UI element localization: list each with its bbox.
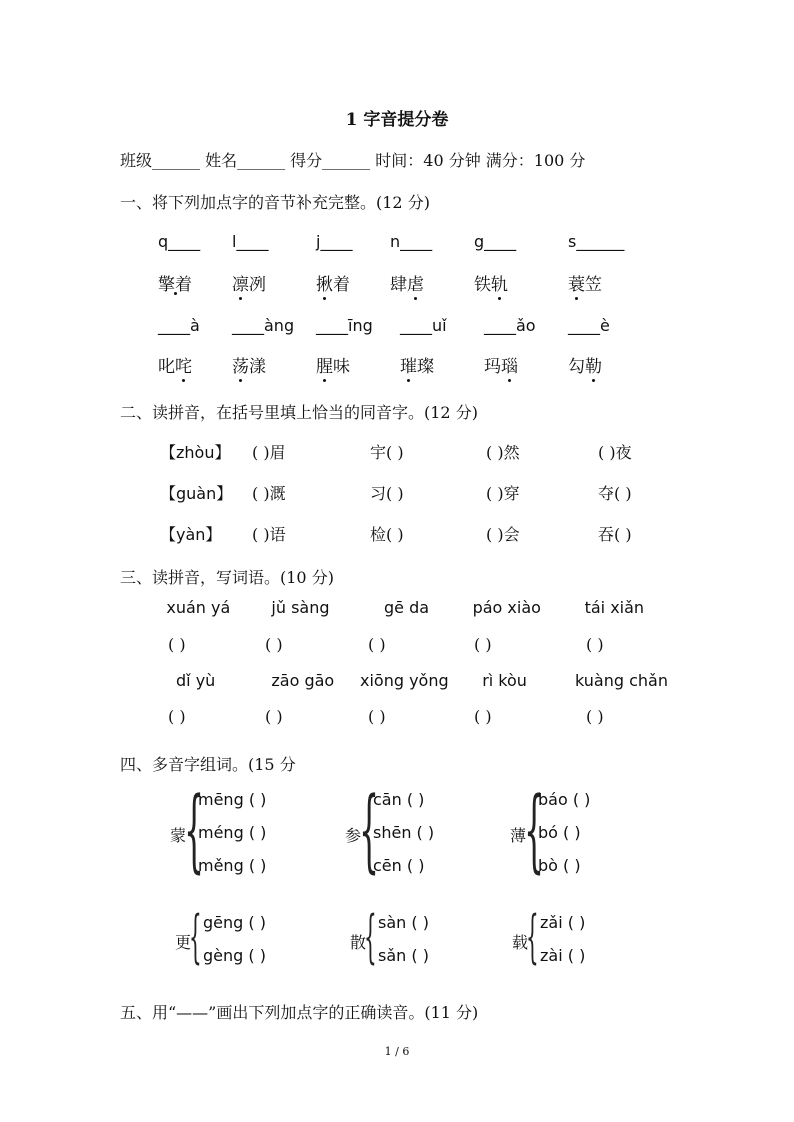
answer-parentheses: ( ) — [474, 707, 492, 726]
dotted-word — [232, 352, 266, 377]
polyphone-char: 更 — [175, 932, 192, 952]
pinyin-blank: ____àng — [232, 316, 295, 335]
brace-icon: { — [364, 904, 377, 970]
homophone-blank: 吞( ) — [598, 525, 632, 544]
brace-icon: { — [184, 778, 205, 883]
answer-parentheses: ( ) — [474, 635, 492, 654]
dotted-word — [568, 352, 602, 377]
dotted-char: 咤 — [175, 352, 192, 377]
pinyin-word: jǔ sàng — [271, 598, 330, 617]
page-title: 1 字音提分卷 — [345, 110, 449, 130]
pinyin-label: 【yàn】 — [160, 525, 222, 544]
polyphone-char: 参 — [345, 826, 362, 845]
word-char: 味 — [333, 357, 350, 377]
dotted-char: 勒 — [585, 352, 602, 377]
dotted-char: 虐 — [407, 270, 424, 295]
reading-blank: méng ( ) — [198, 823, 267, 842]
word-char: 笠 — [585, 275, 602, 295]
section-3-heading: 三、读拼音，写词语。(10 分) — [120, 568, 334, 587]
dotted-word — [568, 270, 602, 295]
word-char: 着 — [333, 275, 350, 295]
homophone-blank: ( )溉 — [252, 484, 286, 503]
pinyin-label: 【zhòu】 — [160, 443, 231, 462]
pinyin-blank: ____ǎo — [484, 316, 536, 335]
polyphone-char: 载 — [512, 932, 529, 952]
pinyin-blank: j____ — [316, 232, 353, 251]
pinyin-word: kuàng chǎn — [575, 671, 668, 690]
reading-blank: bó ( ) — [538, 823, 581, 842]
answer-parentheses: ( ) — [368, 707, 386, 726]
answer-parentheses: ( ) — [265, 635, 283, 654]
word-char: 肆 — [390, 275, 407, 295]
dotted-char: 腥 — [316, 352, 333, 377]
word-char: 擎 — [158, 275, 175, 295]
dotted-word — [474, 270, 508, 295]
homophone-blank: 检( ) — [370, 525, 404, 544]
dotted-char: 凛 — [232, 270, 249, 295]
pinyin-blank: ____uǐ — [400, 316, 447, 335]
dotted-word — [158, 352, 192, 377]
dotted-char: 蓑 — [568, 270, 585, 295]
section-2-heading: 二、读拼音，在括号里填上恰当的同音字。(12 分) — [120, 403, 478, 422]
pinyin-word: páo xiào — [472, 598, 541, 617]
pinyin-blank: q____ — [158, 232, 201, 251]
dotted-word — [484, 352, 518, 377]
answer-parentheses: ( ) — [586, 635, 604, 654]
pinyin-blank: n____ — [390, 232, 433, 251]
pinyin-word: gē da — [384, 598, 430, 617]
answer-parentheses: ( ) — [168, 635, 186, 654]
word-char: 叱 — [158, 357, 175, 377]
dotted-char: 瑙 — [501, 352, 518, 377]
section-5-heading: 五、用“——”画出下列加点字的正确读音。(11 分) — [120, 1003, 479, 1022]
reading-blank: gèng ( ) — [203, 946, 266, 965]
pinyin-word: zāo gāo — [271, 671, 335, 690]
answer-parentheses: ( ) — [168, 707, 186, 726]
dotted-char: 轨 — [491, 270, 508, 295]
polyphone-char: 散 — [350, 932, 367, 952]
reading-blank: mēng ( ) — [198, 790, 267, 809]
reading-blank: báo ( ) — [538, 790, 591, 809]
word-char: 璨 — [417, 357, 434, 377]
pinyin-label: 【guàn】 — [160, 484, 233, 503]
pinyin-word: tái xiǎn — [584, 598, 645, 617]
dotted-word — [316, 270, 350, 295]
reading-blank: sàn ( ) — [378, 913, 429, 932]
word-char: 勾 — [568, 357, 585, 377]
homophone-blank: ( )夜 — [598, 443, 632, 462]
pinyin-blank: ____à — [158, 316, 200, 335]
word-char: 冽 — [249, 275, 266, 295]
brace-icon: { — [526, 904, 539, 970]
word-char: 着 — [175, 275, 192, 295]
pinyin-blank: s______ — [568, 232, 625, 251]
reading-blank: cān ( ) — [373, 790, 425, 809]
page-number: 1 / 6 — [384, 1045, 410, 1058]
reading-blank: bò ( ) — [538, 856, 581, 875]
dotted-char: 荡 — [232, 352, 249, 377]
homophone-blank: ( )然 — [486, 443, 520, 462]
polyphone-char: 薄 — [510, 826, 527, 845]
student-info-line: 班级______ 姓名______ 得分______ 时间：40 分钟 满分：100 分 — [120, 151, 586, 170]
answer-parentheses: ( ) — [586, 707, 604, 726]
reading-blank: gēng ( ) — [203, 913, 266, 932]
dotted-char: 璀 — [400, 352, 417, 377]
dotted-char: 揪 — [316, 270, 333, 295]
reading-blank: zǎi ( ) — [540, 913, 586, 932]
homophone-blank: ( )穿 — [486, 484, 520, 503]
word-char: 铁 — [474, 275, 491, 295]
pinyin-word: xuán yá — [166, 598, 231, 617]
section-1-heading: 一、将下列加点字的音节补充完整。(12 分) — [120, 193, 430, 212]
homophone-blank: 宇( ) — [370, 443, 404, 462]
dotted-word — [158, 270, 192, 295]
pinyin-blank: g____ — [474, 232, 517, 251]
homophone-blank: ( )会 — [486, 525, 520, 544]
reading-blank: sǎn ( ) — [378, 946, 429, 965]
polyphone-char: 蒙 — [170, 826, 187, 845]
pinyin-blank: l____ — [232, 232, 269, 251]
homophone-blank: ( )语 — [252, 525, 286, 544]
reading-blank: zài ( ) — [540, 946, 586, 965]
pinyin-word: rì kòu — [482, 671, 527, 690]
pinyin-word: dǐ yù — [176, 671, 216, 690]
reading-blank: cēn ( ) — [373, 856, 425, 875]
word-char: 漾 — [249, 357, 266, 377]
homophone-blank: 夺( ) — [598, 484, 632, 503]
dotted-word — [400, 352, 434, 377]
homophone-blank: 习( ) — [370, 484, 404, 503]
pinyin-blank: ____īng — [316, 316, 373, 335]
dotted-word — [390, 270, 424, 295]
reading-blank: měng ( ) — [198, 856, 267, 875]
dotted-word — [316, 352, 350, 377]
word-char: 玛 — [484, 357, 501, 377]
answer-parentheses: ( ) — [265, 707, 283, 726]
section-4-heading: 四、多音字组词。(15 分 — [120, 755, 296, 774]
brace-icon: { — [359, 778, 380, 883]
pinyin-word: xiōng yǒng — [360, 671, 449, 690]
answer-parentheses: ( ) — [368, 635, 386, 654]
dotted-word — [232, 270, 266, 295]
brace-icon: { — [524, 778, 545, 883]
brace-icon: { — [189, 904, 202, 970]
reading-blank: shēn ( ) — [373, 823, 435, 842]
pinyin-blank: ____è — [568, 316, 610, 335]
homophone-blank: ( )眉 — [252, 443, 286, 462]
